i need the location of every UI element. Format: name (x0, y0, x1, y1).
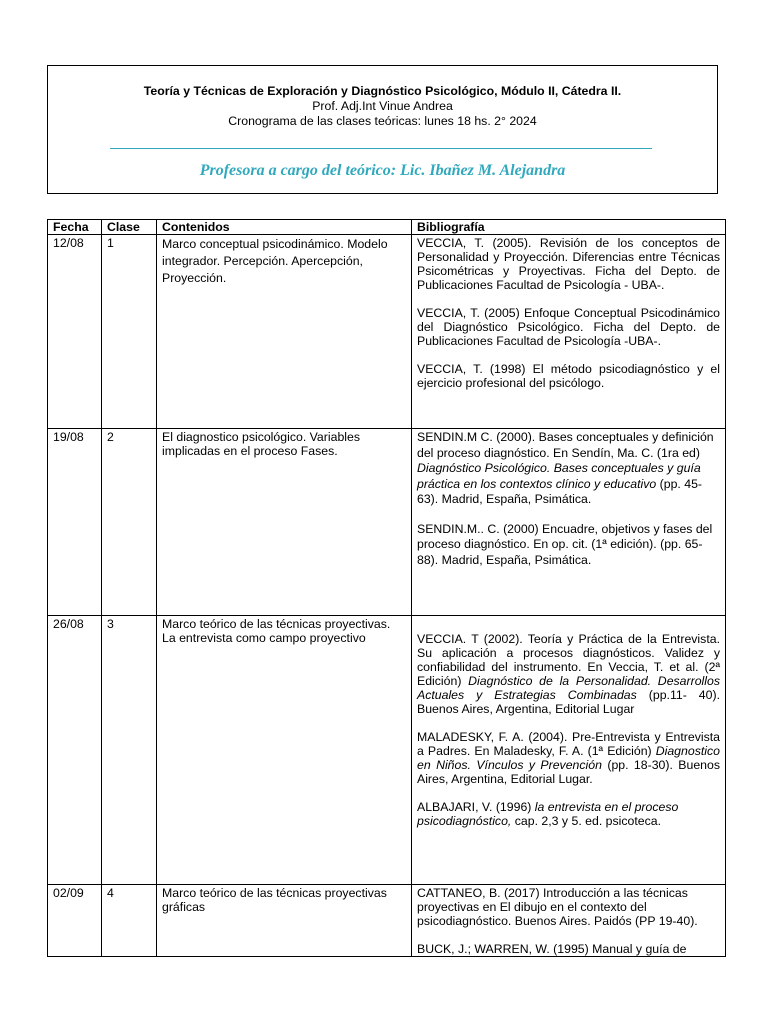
column-header-contents: Contenidos (157, 220, 412, 235)
contents-text: El diagnostico psicológico. Variables implicadas en el proceso Fases. (162, 430, 360, 458)
row-contents (157, 616, 412, 885)
row-bibliography (412, 429, 726, 616)
row-class: 2 (102, 429, 157, 616)
row-date: 19/08 (48, 429, 102, 616)
column-header-date: Fecha (48, 220, 102, 235)
bibliography-entry: ALBAJARI, V. (1996) la entrevista en el proceso psicodiagnóstico, cap. 2,3 y 5. ed. psicoteca. (417, 800, 679, 828)
bibliography-entry: MALADESKY, F. A. (2004). Pre-Entrevista y Entrevista a Padres. En Maladesky, F. A. (1ª Edición) Diagnostico en Niños. Vínculos y Prevención (pp. 18-30). Buenos Aires, Argentina, Editorial Lugar. (417, 730, 720, 786)
bibliography-entry: SENDIN.M C. (2000). Bases conceptuales y definición del proceso diagnóstico. En Sendín, Ma. C. (1ra ed) Diagnóstico Psicológico. Bases conceptuales y guía práctica en los contextos clínico y educativo (pp. 45- 63). Madrid, España, Psimática. (417, 430, 714, 506)
bibliography-entry: VECCIA. T (2002). Teoría y Práctica de la Entrevista. Su aplicación a procesos diagnósticos. Validez y confiabilidad del instrumento. En Veccia, T. et al. (2ª Edición) Diagnóstico de la Personalidad. Desarrollos Actuales y Estrategias Combinadas (pp.11- 40). Buenos Aires, Argentina, Editorial Lugar (417, 632, 720, 716)
row-contents (157, 429, 412, 616)
row-contents (157, 235, 412, 429)
row-date: 26/08 (48, 616, 102, 885)
row-bibliography (412, 616, 726, 885)
row-date: 02/09 (48, 885, 102, 957)
contents-text: Marco teórico de las técnicas proyectivas gráficas (162, 886, 387, 914)
column-header-class: Clase (102, 220, 157, 235)
bibliography-entry: VECCIA, T. (1998) El método psicodiagnóstico y el ejercicio profesional del psicólogo. (417, 362, 720, 390)
teacher-in-charge: Profesora a cargo del teórico: Lic. Ibañez M. Alejandra (199, 162, 566, 179)
bibliography-entry: BUCK, J.; WARREN, W. (1995) Manual y guía de (417, 942, 687, 956)
row-class: 1 (102, 235, 157, 429)
schedule-table (47, 219, 726, 957)
contents-text: Marco conceptual psicodinámico. Modelo integrador. Percepción. Apercepción, Proyección. (162, 237, 388, 285)
header-divider (110, 148, 652, 149)
table-header-row (48, 220, 726, 235)
row-class: 4 (102, 885, 157, 957)
bibliography-entry: VECCIA, T. (2005). Revisión de los conceptos de Personalidad y Proyección. Diferencias entre Técnicas Psicométricas y Proyectivas. Ficha del Depto. de Publicaciones Facultad de Psicología - UBA-. (417, 236, 720, 292)
contents-text: Marco teórico de las técnicas proyectivas. La entrevista como campo proyectivo (162, 617, 391, 645)
course-title: Teoría y Técnicas de Exploración y Diagnóstico Psicológico, Módulo II, Cátedra II. (143, 84, 622, 98)
row-bibliography (412, 885, 726, 957)
table-row (48, 429, 726, 616)
professor-line: Prof. Adj.Int Vinue Andrea (312, 99, 453, 113)
bibliography-entry: VECCIA, T. (2005) Enfoque Conceptual Psicodinámico del Diagnóstico Psicológico. Ficha del Depto. de Publicaciones Facultad de Psicología -UBA-. (417, 306, 720, 348)
column-header-bibliography: Bibliografía (412, 220, 726, 235)
row-class: 3 (102, 616, 157, 885)
row-contents (157, 885, 412, 957)
table-row (48, 616, 726, 885)
table-row (48, 235, 726, 429)
course-header (47, 65, 718, 194)
bibliography-entry: CATTANEO, B. (2017) Introducción a las técnicas proyectivas en El dibujo en el contexto del psicodiagnóstico. Buenos Aires. Paidós (PP 19-40). (417, 886, 698, 928)
row-date: 12/08 (48, 235, 102, 429)
row-bibliography (412, 235, 726, 429)
schedule-line: Cronograma de las clases teóricas: lunes 18 hs. 2° 2024 (228, 114, 537, 128)
table-row (48, 885, 726, 957)
bibliography-entry: SENDIN.M.. C. (2000) Encuadre, objetivos y fases del proceso diagnóstico. En op. cit. (1ª edición). (pp. 65- 88). Madrid, España, Psimática. (417, 521, 713, 567)
